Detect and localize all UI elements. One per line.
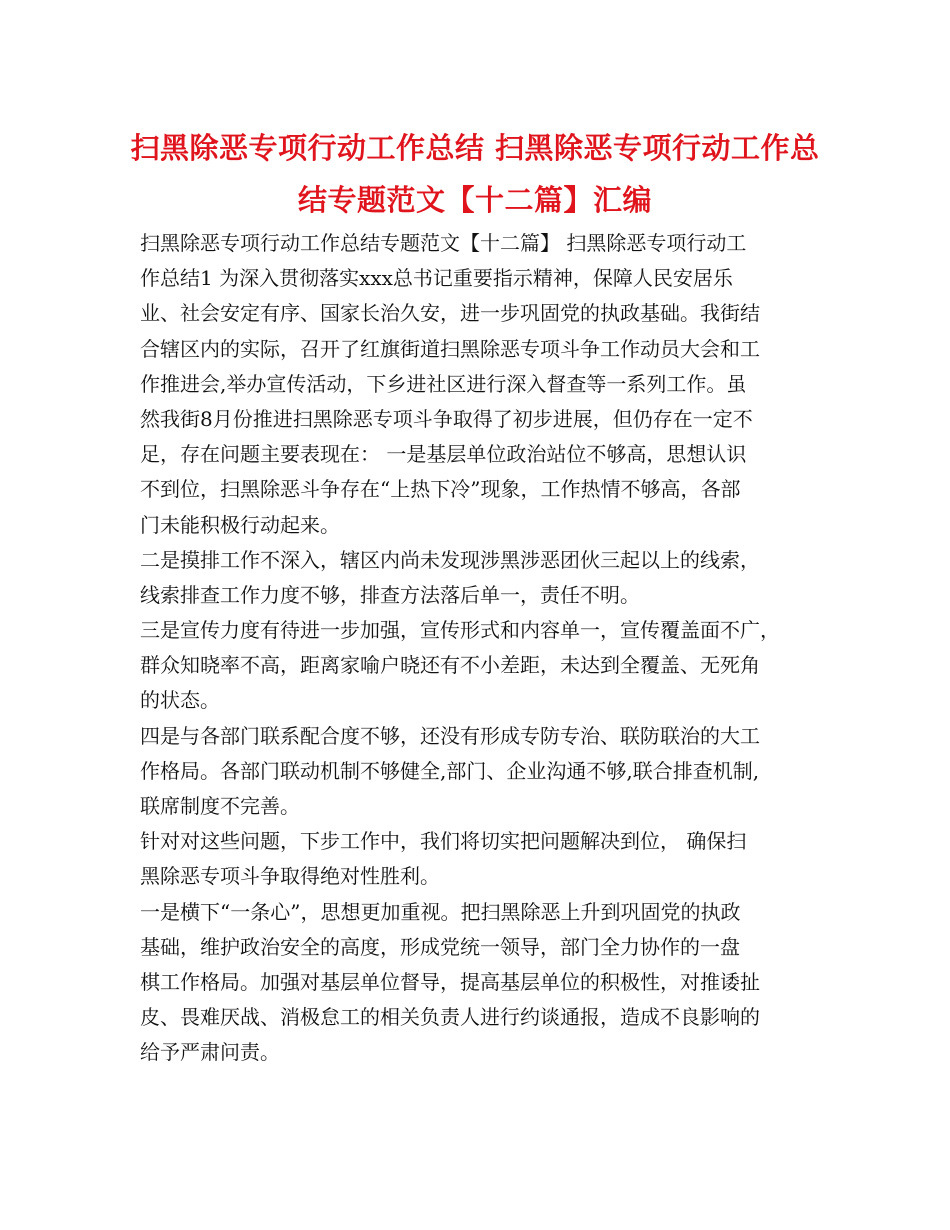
body-line: 黑除恶专项斗争取得绝对性胜利。 (140, 864, 440, 889)
body-line: 皮、畏难厌战、消极怠工的相关负责人进行约谈通报，造成不良影响的 (140, 1005, 760, 1030)
body-line: 联席制度不完善。 (140, 794, 300, 818)
document-body (140, 226, 830, 1071)
body-line: 不到位，扫黑除恶斗争存在“上热下冷”现象，工作热情不够高，各部 (140, 477, 741, 502)
body-line: 基础，维护政治安全的高度，形成党统一领导，部门全力协作的一盘 (140, 934, 740, 959)
body-line: 作总结1 为深入贯彻落实xxx总书记重要指示精神，保障人民安居乐 (140, 266, 733, 291)
body-line: 合辖区内的实际，召开了红旗街道扫黑除恶专项斗争工作动员大会和工 (140, 336, 760, 361)
body-line: 足，存在问题主要表现在： 一是基层单位政治站位不够高，思想认识 (140, 442, 747, 467)
body-line: 线索排查工作力度不够，排查方法落后单一，责任不明。 (140, 582, 640, 607)
body-line: 扫黑除恶专项行动工作总结专题范文【十二篇】 扫黑除恶专项行动工 (140, 231, 747, 255)
body-line: 作推进会,举办宣传活动，下乡进社区进行深入督查等一系列工作。虽 (140, 371, 747, 396)
body-line: 四是与各部门联系配合度不够，还没有形成专防专治、联防联治的大工 (140, 723, 760, 748)
title-line: 结专题范文【十二篇】汇编 (297, 183, 652, 217)
body-line: 二是摸排工作不深入，辖区内尚未发现涉黑涉恶团伙三起以上的线索， (140, 547, 760, 572)
body-line: 作格局。各部门联动机制不够健全,部门、企业沟通不够,联合排查机制, (140, 758, 760, 783)
body-line: 棋工作格局。加强对基层单位督导，提高基层单位的积极性，对推诿扯 (140, 969, 760, 994)
body-line: 三是宣传力度有待进一步加强，宣传形式和内容单一，宣传覆盖面不广， (140, 618, 780, 643)
body-line: 针对对这些问题，下步工作中，我们将切实把问题解决到位， 确保扫 (140, 829, 747, 854)
body-line: 群众知晓率不高，距离家喻户晓还有不小差距，未达到全覆盖、无死角 (140, 653, 760, 678)
body-line: 一是横下“一条心”，思想更加重视。把扫黑除恶上升到巩固党的执政 (140, 899, 741, 924)
body-line: 业、社会安定有序、国家长治久安，进一步巩固党的执政基础。我街结 (140, 301, 760, 326)
body-line: 然我街8月份推进扫黑除恶专项斗争取得了初步进展，但仍存在一定不 (140, 406, 753, 431)
title-line: 扫黑除恶专项行动工作总结 扫黑除恶专项行动工作总 (130, 131, 820, 165)
body-line: 给予严肃问责。 (140, 1040, 280, 1065)
body-line: 门未能积极行动起来。 (140, 512, 340, 537)
document-title (130, 122, 820, 226)
body-line: 的状态。 (140, 688, 220, 713)
